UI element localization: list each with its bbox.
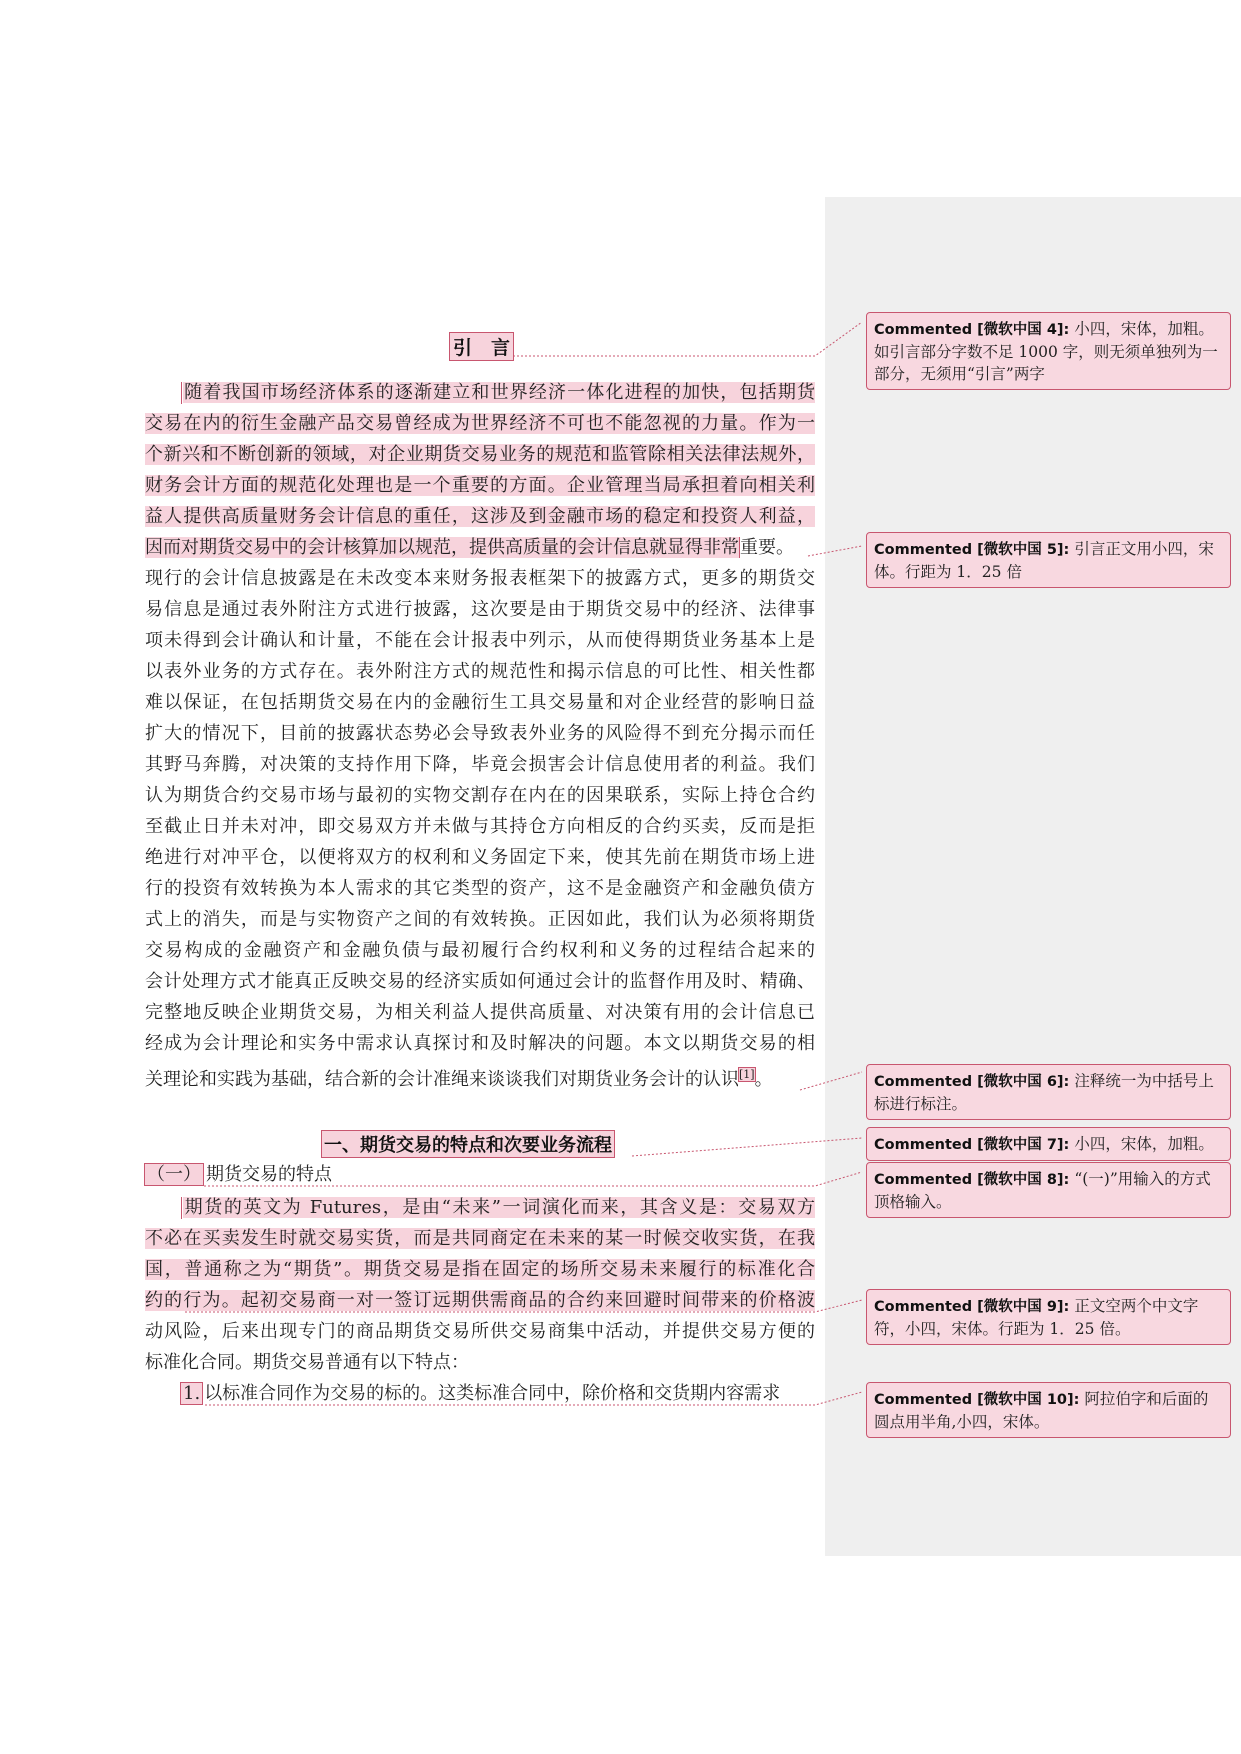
paragraph-line: 益人提供高质量财务会计信息的重任，这涉及到金融市场的稳定和投资人利益， bbox=[145, 506, 815, 527]
comment-text: 引言正文用小四，宋体。行距为 1．25 倍 bbox=[874, 540, 1214, 581]
paragraph-line: 绝进行对冲平仓，以便将双方的权利和义务固定下来，使其先前在期货市场上进 bbox=[145, 847, 815, 868]
subsection1-heading bbox=[145, 1160, 332, 1186]
comment-balloon-6[interactable] bbox=[866, 1064, 1231, 1120]
paragraph-line: 式上的消失，而是与实物资产之间的有效转换。正因如此，我们认为必须将期货 bbox=[145, 909, 815, 930]
paragraph-line: 期货的英文为 Futures，是由“未来”一词演化而来，其含义是：交易双方 bbox=[183, 1197, 815, 1218]
comment-text: “(一)”用输入的方式顶格输入。 bbox=[874, 1170, 1211, 1211]
subsection1-title: 期货交易的特点 bbox=[206, 1164, 332, 1185]
item1-number: 1. bbox=[183, 1383, 201, 1404]
intro-paragraph bbox=[145, 377, 815, 1090]
paragraph-line: 随着我国市场经济体系的逐渐建立和世界经济一体化进程的加快，包括期货 bbox=[183, 382, 815, 403]
section1-heading: 一、期货交易的特点和次要业务流程 bbox=[322, 1131, 614, 1157]
comment-author-tag: Commented [微软中国 7]: bbox=[874, 1137, 1070, 1153]
subsection1-number: （一） bbox=[147, 1164, 201, 1185]
comment-author-tag: Commented [微软中国 8]: bbox=[874, 1172, 1070, 1188]
paragraph-line: 关理论和实践为基础，结合新的会计准绳来谈谈我们对期货业务会计的认识[1]。 bbox=[145, 1068, 773, 1090]
comment-text: 阿拉伯字和后面的圆点用半角,小四，宋体。 bbox=[874, 1390, 1209, 1431]
paragraph-line: 国，普通称之为“期货”。期货交易是指在固定的场所交易未来履行的标准化合 bbox=[145, 1259, 815, 1280]
section1-paragraph bbox=[145, 1192, 815, 1409]
paragraph-line: 约的行为。起初交易商一对一签订远期供需商品的合约来回避时间带来的价格波 bbox=[145, 1290, 815, 1311]
comment-text: 小四，宋体，加粗。如引言部分字数不足 1000 字，则无须单独列为一部分，无须用“引言”两字 bbox=[874, 320, 1218, 383]
comment-balloon-8[interactable] bbox=[866, 1162, 1231, 1218]
paragraph-line: 经成为会计理论和实务中需求认真探讨和及时解决的问题。本文以期货交易的相 bbox=[145, 1033, 815, 1054]
paragraph-line: 交易构成的金融资产和金融负债与最初履行合约权利和义务的过程结合起来的 bbox=[145, 940, 815, 961]
paragraph-line: 至截止日并未对冲，即交易双方并未做与其持仓方向相反的合约买卖，反而是拒 bbox=[145, 816, 815, 837]
paragraph-line: 完整地反映企业期货交易，为相关利益人提供高质量、对决策有用的会计信息已 bbox=[145, 1002, 815, 1023]
paragraph-line: 以表外业务的方式存在。表外附注方式的规范性和揭示信息的可比性、相关性都 bbox=[145, 661, 815, 682]
paragraph-line: 财务会计方面的规范化处理也是一个重要的方面。企业管理当局承担着向相关利 bbox=[145, 475, 815, 496]
paragraph-line: 动风险，后来出现专门的商品期货交易所供交易商集中活动，并提供交易方便的 bbox=[145, 1321, 815, 1342]
comment-author-tag: Commented [微软中国 5]: bbox=[874, 542, 1070, 558]
paragraph-line: 因而对期货交易中的会计核算加以规范，提供高质量的会计信息就显得非常重要。 bbox=[145, 537, 794, 558]
comment-text: 正文空两个中文字符，小四，宋体。行距为 1．25 倍。 bbox=[874, 1297, 1199, 1338]
paragraph-line: 不必在买卖发生时就交易实货，而是共同商定在未来的某一时候交收实货，在我 bbox=[145, 1228, 815, 1249]
paragraph-line: 易信息是通过表外附注方式进行披露，这次要是由于期货交易中的经济、法律事 bbox=[145, 599, 815, 620]
intro-heading: 引 言 bbox=[450, 333, 513, 360]
comment-balloon-5[interactable] bbox=[866, 532, 1231, 588]
comment-author-tag: Commented [微软中国 6]: bbox=[874, 1074, 1070, 1090]
comment-text: 注释统一为中括号上标进行标注。 bbox=[874, 1072, 1214, 1113]
paragraph-line: 其野马奔腾，对决策的支持作用下降，毕竟会损害会计信息使用者的利益。我们 bbox=[145, 754, 815, 775]
paragraph-line: 交易在内的衍生金融产品交易曾经成为世界经济不可也不能忽视的力量。作为一 bbox=[145, 413, 815, 434]
comment-balloon-4[interactable] bbox=[866, 312, 1231, 390]
item1-text: 以标准合同作为交易的标的。这类标准合同中，除价格和交货期内容需求 bbox=[204, 1383, 781, 1404]
comment-author-tag: Commented [微软中国 10]: bbox=[874, 1392, 1080, 1408]
paragraph-line: 标准化合同。期货交易普通有以下特点： bbox=[145, 1352, 469, 1373]
paragraph-line: 扩大的情况下，目前的披露状态势必会导致表外业务的风险得不到充分揭示而任 bbox=[145, 723, 815, 744]
comment-balloon-7[interactable] bbox=[866, 1127, 1231, 1161]
comment-author-tag: Commented [微软中国 9]: bbox=[874, 1299, 1070, 1315]
paragraph-line: 项未得到会计确认和计量，不能在会计报表中列示，从而使得期货业务基本上是 bbox=[145, 630, 815, 651]
comment-text: 小四，宋体，加粗。 bbox=[1074, 1135, 1214, 1153]
paragraph-line: 个新兴和不断创新的领域，对企业期货交易业务的规范和监管除相关法律法规外， bbox=[145, 444, 815, 465]
footnote-reference[interactable]: [1] bbox=[739, 1068, 755, 1081]
paragraph-line: 认为期货合约交易市场与最初的实物交割存在内在的因果联系，实际上持仓合约 bbox=[145, 785, 815, 806]
paragraph-line: 行的投资有效转换为本人需求的其它类型的资产，这不是金融资产和金融负债方 bbox=[145, 878, 815, 899]
paragraph-line: 会计处理方式才能真正反映交易的经济实质如何通过会计的监督作用及时、精确、 bbox=[145, 971, 815, 992]
comment-balloon-10[interactable] bbox=[866, 1382, 1231, 1438]
list-item bbox=[145, 1378, 815, 1409]
comment-author-tag: Commented [微软中国 4]: bbox=[874, 322, 1070, 338]
paragraph-line: 现行的会计信息披露是在未改变本来财务报表框架下的披露方式，更多的期货交 bbox=[145, 568, 815, 589]
paragraph-line: 难以保证，在包括期货交易在内的金融衍生工具交易量和对企业经营的影响日益 bbox=[145, 692, 815, 713]
comment-balloon-9[interactable] bbox=[866, 1289, 1231, 1345]
